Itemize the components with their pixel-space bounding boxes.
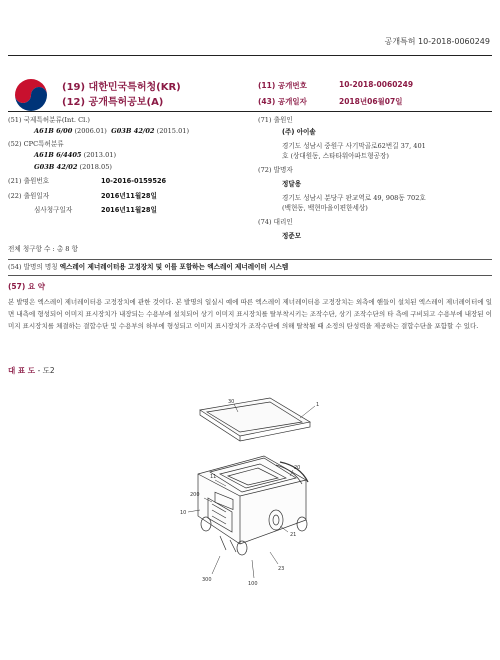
cpc-code-1: A61B 6/4405 <box>34 151 82 159</box>
figure-label-300: 300 <box>202 577 212 583</box>
inventor-name: 정달용 <box>282 180 302 188</box>
generator-body-drawing <box>198 456 308 555</box>
ipc-code-2: G03B 42/02 <box>111 127 155 135</box>
office-name: (19) 대한민국특허청(KR) <box>62 82 181 93</box>
figure-label-200: 200 <box>190 492 200 498</box>
figure-label-10: 10 <box>180 510 187 516</box>
ipc-date-1: (2006.01) <box>74 127 107 135</box>
ipc-label: (51) 국제특허분류(Int. Cl.) <box>8 116 90 124</box>
cpc-code-2: G03B 42/02 <box>34 163 78 171</box>
ipc-entry-1 <box>34 127 189 136</box>
applicant-address-2: 호 (상대원동, 스타타워아파트형공장) <box>282 152 389 160</box>
inventor-label: (72) 발명자 <box>258 166 293 174</box>
cpc-date-1: (2013.01) <box>83 151 117 159</box>
applicant-label: (71) 출원인 <box>258 116 293 124</box>
ipc-date-2: (2015.01) <box>156 127 190 135</box>
title-bottom-rule <box>8 275 492 276</box>
abstract-heading: (57) 요 약 <box>8 282 46 291</box>
title-top-rule <box>8 259 492 260</box>
header-top-rule <box>8 55 492 56</box>
figure-label-23: 23 <box>278 566 285 572</box>
total-claims: 전체 청구항 수 : 총 8 항 <box>8 245 78 253</box>
application-number-label: (21) 출원번호 <box>8 177 50 185</box>
application-number: 10-2016-0159526 <box>101 177 167 185</box>
representative-figure-value: - 도2 <box>37 366 55 375</box>
abstract-text: 본 발명은 엑스레이 제너레이터용 고정장치에 관한 것이다. 본 발명의 일실시 예에 따른 엑스레이 제너레이터용 고정장치는 외측에 핸들이 설치된 엑스레이 제너레이터에 일면 내측에 형성되어 이미지 표시장치가 내장되는 수용부에 설치되어 상기 이미지 표시장치를 탈부착시키는 조작수단, 상기 조작수단의 타 측에 구비되고 수용부에 내장된 이미지 표시장치를 체결하는 결합수단 및 수용부의 하부에 형성되고 이미지 표시장치가 조작수단에 의해 탈착될 때 소정의 탄성력을 제공하는 결합수단을 포함할 수 있다. <box>8 298 492 331</box>
representative-figure <box>8 365 55 376</box>
display-device-drawing <box>200 398 310 441</box>
figure-label-100: 100 <box>248 581 258 587</box>
figure-label-11: 11 <box>210 474 217 480</box>
publication-date-label: (43) 공개일자 <box>258 97 307 106</box>
cpc-label: (52) CPC특허분류 <box>8 140 64 148</box>
cpc-entry-1 <box>34 151 116 160</box>
application-date-label: (22) 출원일자 <box>8 192 50 200</box>
ipc-code-1: A61B 6/00 <box>34 127 73 135</box>
publication-type: (12) 공개특허공보(A) <box>62 97 164 108</box>
figure-label-21: 21 <box>290 532 297 538</box>
cpc-entry-2 <box>34 163 112 172</box>
document-id: 공개특허 10-2018-0060249 <box>384 37 490 46</box>
publication-date: 2018년06월07일 <box>339 97 403 106</box>
agent-label: (74) 대리인 <box>258 218 293 226</box>
exam-request-date-label: 심사청구일자 <box>34 206 73 214</box>
figure-label-20: 20 <box>294 465 301 471</box>
publication-number: 10-2018-0060249 <box>339 80 414 89</box>
applicant-address-1: 경기도 성남시 중원구 사기막골로62번길 37, 401 <box>282 142 426 150</box>
figure-label-30: 30 <box>228 399 235 405</box>
patent-drawing-figure-2 <box>160 392 340 592</box>
publication-number-label: (11) 공개번호 <box>258 81 307 90</box>
invention-title: 엑스레이 제너레이터용 고정장치 및 이를 포함하는 엑스레이 제너레이터 시스템 <box>59 263 289 271</box>
applicant-name: (주) 아이솔 <box>282 128 316 136</box>
header-bottom-rule <box>8 111 492 112</box>
inventor-address-1: 경기도 성남시 분당구 판교역로 49, 908동 702호 <box>282 194 426 202</box>
taegeuk-emblem <box>14 78 48 112</box>
cpc-date-2: (2018.05) <box>79 163 112 171</box>
figure-label-1: 1 <box>316 402 320 408</box>
inventor-address-2: (백현동, 백현마을이편한세상) <box>282 204 368 212</box>
application-date: 2016년11월28일 <box>101 192 157 200</box>
representative-figure-label: 대 표 도 <box>8 366 35 375</box>
invention-title-label: (54) 발명의 명칭 <box>8 263 58 271</box>
agent-name: 정준모 <box>282 232 302 240</box>
invention-title-row <box>8 263 288 272</box>
exam-request-date: 2016년11월28일 <box>101 206 157 214</box>
